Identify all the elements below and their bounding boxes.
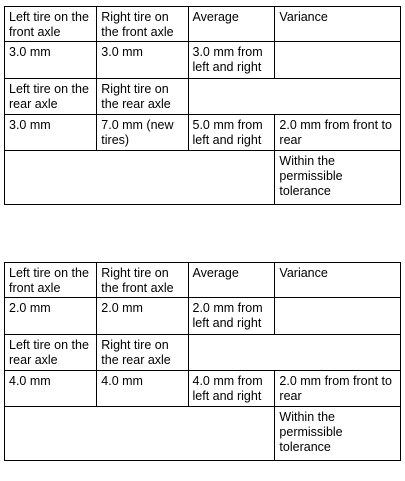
header-average: Average [188, 7, 275, 42]
rear-header-row [5, 335, 401, 371]
header-right-rear: Right tire on the rear axle [97, 79, 188, 115]
front-right-value: 3.0 mm [97, 42, 188, 79]
header-right-front: Right tire on the front axle [97, 7, 188, 42]
rear-right-value: 4.0 mm [97, 371, 188, 407]
rear-average-value: 4.0 mm from left and right [188, 371, 275, 407]
header-row [5, 7, 401, 42]
header-right-rear: Right tire on the rear axle [97, 335, 188, 371]
front-variance-empty [275, 42, 401, 79]
header-right-front: Right tire on the front axle [97, 263, 188, 298]
rear-values-row [5, 115, 401, 151]
tire-tread-table-1 [4, 6, 401, 205]
result-row [5, 151, 401, 205]
rear-average-value: 5.0 mm from left and right [188, 115, 275, 151]
header-left-rear: Left tire on the rear axle [5, 79, 97, 115]
result-row [5, 407, 401, 461]
rear-variance-value: 2.0 mm from front to rear [275, 115, 401, 151]
rear-right-value: 7.0 mm (new tires) [97, 115, 188, 151]
header-left-front: Left tire on the front axle [5, 7, 97, 42]
front-left-value: 2.0 mm [5, 298, 97, 335]
front-variance-empty [275, 298, 401, 335]
rear-left-value: 3.0 mm [5, 115, 97, 151]
header-left-front: Left tire on the front axle [5, 263, 97, 298]
result-value: Within the permissible tolerance [275, 151, 401, 205]
result-empty [5, 151, 275, 205]
header-variance: Variance [275, 263, 401, 298]
front-values-row [5, 298, 401, 335]
rear-header-empty [188, 79, 401, 115]
header-variance: Variance [275, 7, 401, 42]
front-right-value: 2.0 mm [97, 298, 188, 335]
rear-header-empty [188, 335, 401, 371]
tire-tread-table-2 [4, 262, 401, 461]
rear-left-value: 4.0 mm [5, 371, 97, 407]
front-average-value: 3.0 mm from left and right [188, 42, 275, 79]
rear-variance-value: 2.0 mm from front to rear [275, 371, 401, 407]
front-values-row [5, 42, 401, 79]
front-left-value: 3.0 mm [5, 42, 97, 79]
header-average: Average [188, 263, 275, 298]
header-row [5, 263, 401, 298]
rear-header-row [5, 79, 401, 115]
front-average-value: 2.0 mm from left and right [188, 298, 275, 335]
result-value: Within the permissible tolerance [275, 407, 401, 461]
header-left-rear: Left tire on the rear axle [5, 335, 97, 371]
rear-values-row [5, 371, 401, 407]
result-empty [5, 407, 275, 461]
